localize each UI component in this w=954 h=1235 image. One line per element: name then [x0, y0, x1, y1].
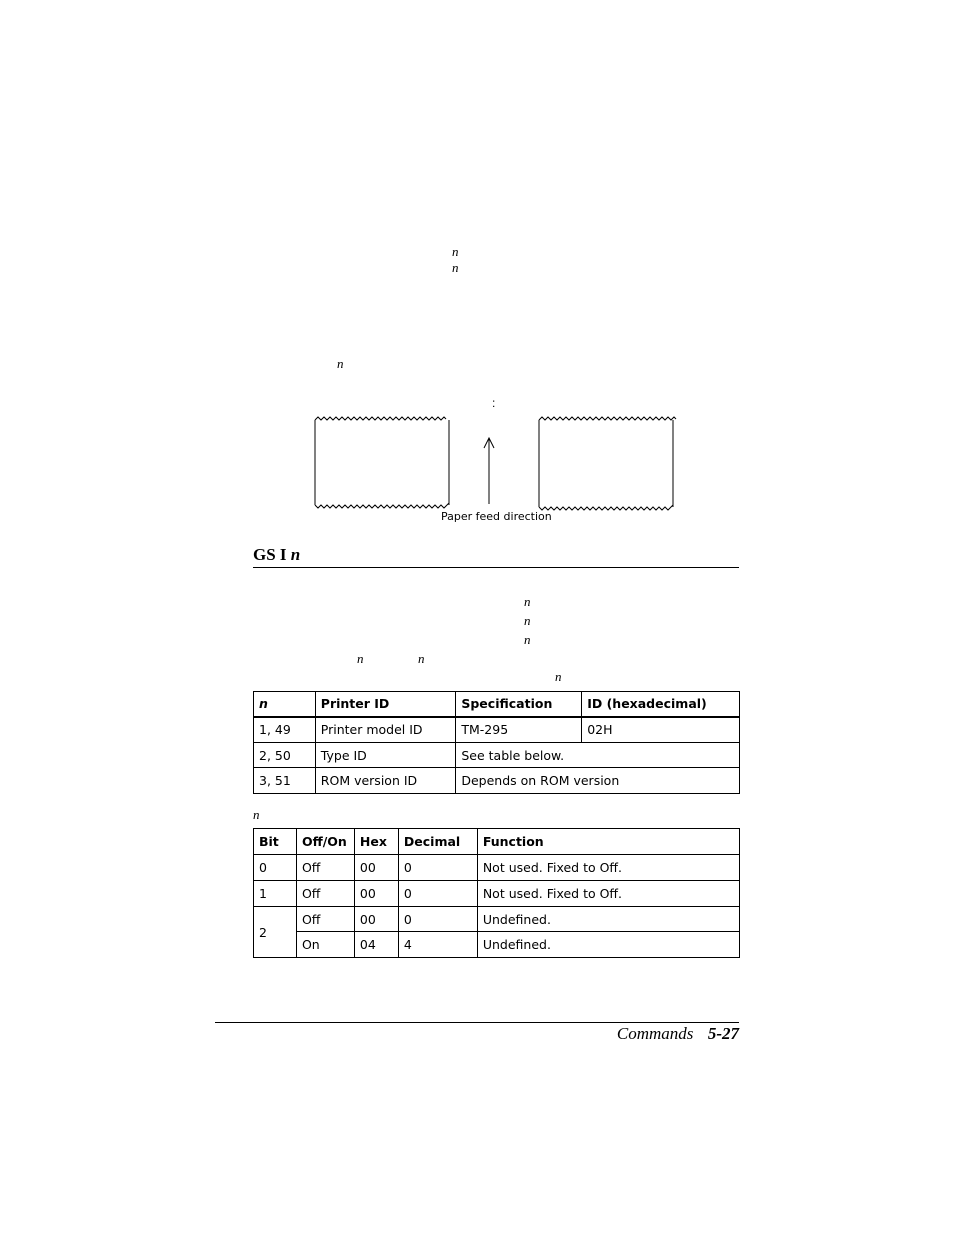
- table-header-row: [254, 829, 740, 855]
- table-cell: 1: [254, 881, 297, 907]
- table-cell: Undefined.: [477, 907, 739, 932]
- heading-variable: n: [290, 545, 301, 564]
- variable-n-marker: n: [357, 651, 364, 666]
- paper-feed-diagram: [310, 410, 680, 515]
- table-cell: 2: [254, 907, 297, 958]
- type-id-bits-table: [253, 828, 740, 958]
- table-cell: 0: [398, 881, 477, 907]
- table-cell: TM-295: [456, 717, 582, 743]
- table-cell: On: [296, 932, 354, 958]
- page-number: 5-27: [707, 1024, 739, 1043]
- table-cell: 00: [354, 907, 398, 932]
- right-paper-top-torn-edge: [539, 417, 676, 420]
- table-row: [254, 743, 740, 768]
- table-cell: 0: [254, 855, 297, 881]
- table-row: [254, 855, 740, 881]
- table-cell: 04: [354, 932, 398, 958]
- table-row: [254, 881, 740, 907]
- table-cell: Not used. Fixed to Off.: [477, 855, 739, 881]
- table-cell: 00: [354, 881, 398, 907]
- table-cell: Off: [296, 907, 354, 932]
- table-cell: 2, 50: [254, 743, 316, 768]
- left-paper-bottom-torn-edge: [315, 503, 449, 508]
- table-cell: 1, 49: [254, 717, 316, 743]
- left-paper-top-torn-edge: [315, 417, 446, 420]
- table-cell: See table below.: [456, 743, 740, 768]
- variable-n-marker: n: [253, 807, 260, 822]
- variable-n-marker: n: [524, 613, 531, 628]
- table-header-row: [254, 692, 740, 717]
- variable-n-marker: n: [452, 244, 459, 259]
- table-cell: Undefined.: [477, 932, 739, 958]
- page-footer: [617, 1024, 739, 1044]
- table-header: Printer ID: [315, 692, 456, 717]
- table-header: Decimal: [398, 829, 477, 855]
- table-row: [254, 717, 740, 743]
- footer-section-title: Commands: [616, 1024, 694, 1043]
- table-header: Hex: [354, 829, 398, 855]
- feed-direction-arrow: [484, 438, 494, 504]
- table-cell: Off: [296, 855, 354, 881]
- left-paper-sheet: [315, 420, 449, 505]
- table-header: Function: [477, 829, 739, 855]
- heading-command: GS I: [253, 545, 291, 564]
- diagram-colon: :: [492, 396, 496, 410]
- table-cell: 0: [398, 855, 477, 881]
- section-heading: [253, 545, 300, 565]
- table-cell: 3, 51: [254, 768, 316, 794]
- table-cell: ROM version ID: [315, 768, 456, 794]
- diagram-caption: Paper feed direction: [441, 510, 552, 523]
- variable-n-marker: n: [337, 356, 344, 371]
- table-cell: Printer model ID: [315, 717, 456, 743]
- right-paper-bottom-torn-edge: [539, 505, 673, 510]
- variable-n-marker: n: [524, 632, 531, 647]
- table-header: Bit: [254, 829, 297, 855]
- table-cell: Off: [296, 881, 354, 907]
- table-cell: 00: [354, 855, 398, 881]
- variable-n-marker: n: [418, 651, 425, 666]
- table-header: Specification: [456, 692, 582, 717]
- table-row: [254, 907, 740, 932]
- right-paper-sheet: [539, 420, 673, 507]
- table-row: [254, 932, 740, 958]
- heading-rule: [253, 567, 739, 568]
- table-row: [254, 768, 740, 794]
- table-cell: Not used. Fixed to Off.: [477, 881, 739, 907]
- table-header: ID (hexadecimal): [582, 692, 740, 717]
- table-cell: 0: [398, 907, 477, 932]
- table-header: Off/On: [296, 829, 354, 855]
- table-header: n: [254, 692, 316, 717]
- table-cell: 02H: [582, 717, 740, 743]
- variable-n-marker: n: [452, 260, 459, 275]
- table-cell: 4: [398, 932, 477, 958]
- variable-n-marker: n: [555, 669, 562, 684]
- variable-n-marker: n: [524, 594, 531, 609]
- table-cell: Depends on ROM version: [456, 768, 740, 794]
- footer-rule: [215, 1022, 739, 1023]
- table-cell: Type ID: [315, 743, 456, 768]
- printer-id-table: [253, 691, 740, 794]
